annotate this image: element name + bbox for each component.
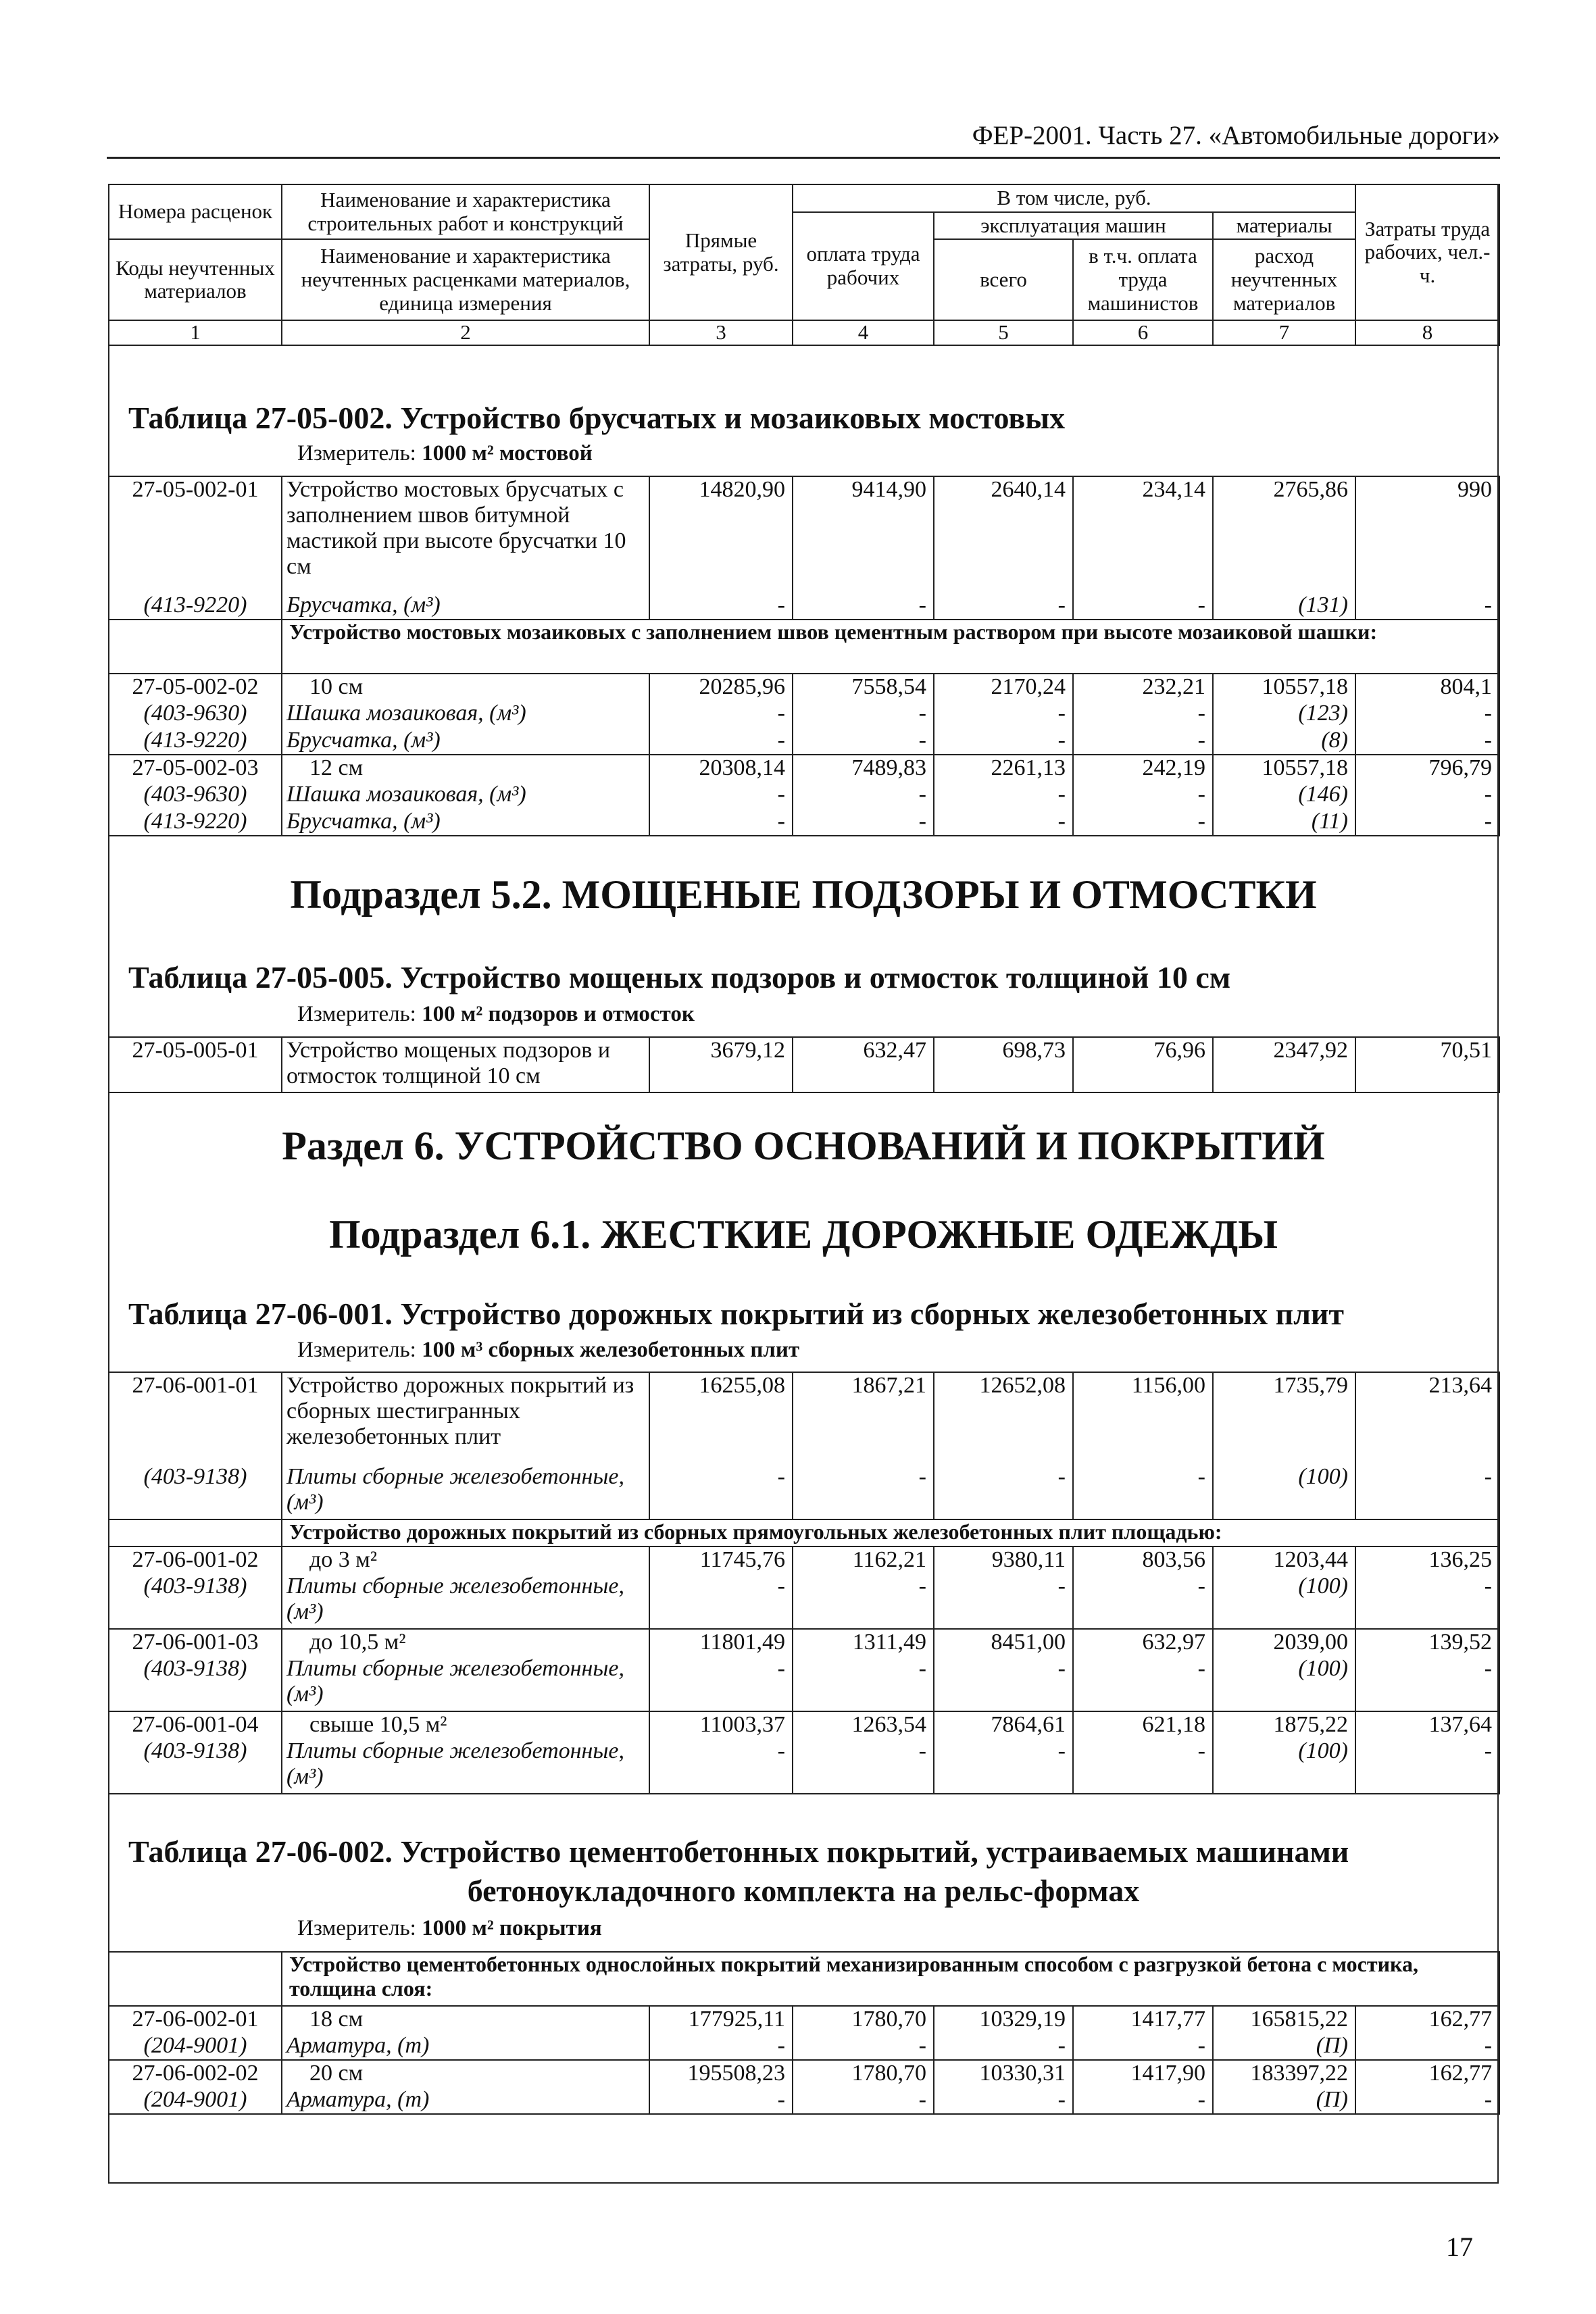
dash: - — [934, 2033, 1073, 2060]
materials: 1203,44 — [1213, 1546, 1355, 1574]
table-row — [109, 1629, 1499, 1656]
header-materials: материалы — [1213, 212, 1355, 240]
labor-hours: 804,1 — [1355, 674, 1499, 701]
dash: - — [1073, 782, 1213, 809]
table-title: Таблица 27-06-001. Устройство дорожных покрытий из сборных железобетонных плит — [128, 1297, 1345, 1331]
subgroup-title: Устройство цементобетонных однослойных покрытий механизированным способом с разгрузкой бетона с мостика, толщина слоя: — [282, 1952, 1499, 2006]
direct-costs: 20285,96 — [649, 674, 793, 701]
direct-costs: 14820,90 — [649, 476, 793, 593]
table-title: Таблица 27-06-002. Устройство цементобетонных покрытий, устраиваемых машинами — [128, 1834, 1349, 1869]
material-row — [109, 1738, 1499, 1794]
rate-code: 27-05-002-03 — [109, 755, 282, 782]
material-code: (413-9220) — [109, 809, 282, 836]
unit-value: 100 м² подзоров и отмосток — [422, 1002, 695, 1026]
labor-hours: 139,52 — [1355, 1629, 1499, 1656]
material-code: (413-9220) — [109, 593, 282, 620]
dash: - — [793, 593, 934, 620]
dash: - — [934, 1656, 1073, 1711]
dash: - — [1073, 2033, 1213, 2060]
dash: - — [934, 809, 1073, 836]
material-code: (403-9630) — [109, 701, 282, 728]
direct-costs: 11745,76 — [649, 1546, 793, 1574]
material-name: Арматура, (т) — [282, 2033, 649, 2060]
dash: - — [1355, 782, 1499, 809]
material-consumption: (П) — [1213, 2087, 1355, 2114]
table-27-06-001 — [108, 1372, 1500, 1794]
work-name: до 10,5 м² — [282, 1629, 649, 1656]
page-number: 17 — [1446, 2232, 1473, 2262]
work-name: до 3 м² — [282, 1546, 649, 1574]
material-row — [109, 1656, 1499, 1711]
unit-measure — [297, 1916, 602, 1941]
dash: - — [793, 1464, 934, 1519]
rate-code: 27-06-002-01 — [109, 2006, 282, 2033]
header-num: 4 — [793, 320, 934, 345]
material-name: Плиты сборные железобетонные, (м³) — [282, 1574, 649, 1629]
table-row — [109, 1372, 1499, 1464]
dash: - — [649, 701, 793, 728]
work-name: 18 см — [282, 2006, 649, 2033]
dash: - — [1355, 809, 1499, 836]
direct-costs: 195508,23 — [649, 2060, 793, 2087]
dash: - — [1073, 809, 1213, 836]
materials: 2039,00 — [1213, 1629, 1355, 1656]
column-header-table — [108, 184, 1500, 346]
labor-pay: 7489,83 — [793, 755, 934, 782]
running-head: ФЕР-2001. Часть 27. «Автомобильные дороги» — [972, 121, 1500, 150]
machines-total: 9380,11 — [934, 1546, 1073, 1574]
table-title-line2: бетоноукладочного комплекта на рельс-формах — [467, 1873, 1140, 1908]
dash: - — [793, 1738, 934, 1794]
header-including: В том числе, руб. — [793, 184, 1355, 212]
header-col1-top: Номера расценок — [109, 184, 282, 239]
material-name: Брусчатка, (м³) — [282, 593, 649, 620]
machines-labor: 76,96 — [1073, 1037, 1213, 1092]
material-consumption: (8) — [1213, 728, 1355, 755]
machines-labor: 1417,90 — [1073, 2060, 1213, 2087]
labor-pay: 1867,21 — [793, 1372, 934, 1464]
rate-code: 27-06-001-04 — [109, 1711, 282, 1738]
header-num: 7 — [1213, 320, 1355, 345]
materials: 10557,18 — [1213, 674, 1355, 701]
machines-labor: 234,14 — [1073, 476, 1213, 593]
table-row — [109, 1546, 1499, 1574]
material-row — [109, 2033, 1499, 2060]
material-code: (403-9138) — [109, 1738, 282, 1794]
header-labor-cost: Затраты труда рабочих, чел.-ч. — [1355, 184, 1499, 320]
machines-total: 698,73 — [934, 1037, 1073, 1092]
material-name: Брусчатка, (м³) — [282, 809, 649, 836]
work-name: 20 см — [282, 2060, 649, 2087]
work-name: свыше 10,5 м² — [282, 1711, 649, 1738]
labor-pay: 1311,49 — [793, 1629, 934, 1656]
material-name: Шашка мозаиковая, (м³) — [282, 782, 649, 809]
direct-costs: 3679,12 — [649, 1037, 793, 1092]
work-name: 10 см — [282, 674, 649, 701]
material-code: (204-9001) — [109, 2033, 282, 2060]
dash: - — [649, 809, 793, 836]
dash: - — [934, 728, 1073, 755]
dash: - — [1073, 2087, 1213, 2114]
dash: - — [1355, 2033, 1499, 2060]
material-code: (403-9138) — [109, 1656, 282, 1711]
material-consumption: (11) — [1213, 809, 1355, 836]
unit-measure — [297, 1002, 695, 1027]
dash: - — [934, 2087, 1073, 2114]
unit-prefix: Измеритель: — [297, 1002, 416, 1026]
subgroup-row — [109, 1519, 1499, 1546]
material-consumption: (123) — [1213, 701, 1355, 728]
header-num: 5 — [934, 320, 1073, 345]
unit-prefix: Измеритель: — [297, 1916, 416, 1940]
materials: 183397,22 — [1213, 2060, 1355, 2087]
machines-total: 2261,13 — [934, 755, 1073, 782]
header-num: 8 — [1355, 320, 1499, 345]
dash: - — [1355, 1656, 1499, 1711]
unit-measure — [297, 441, 593, 466]
dash: - — [1073, 1738, 1213, 1794]
machines-labor: 242,19 — [1073, 755, 1213, 782]
dash: - — [793, 2033, 934, 2060]
dash: - — [793, 701, 934, 728]
materials: 1735,79 — [1213, 1372, 1355, 1464]
direct-costs: 11003,37 — [649, 1711, 793, 1738]
dash: - — [649, 782, 793, 809]
unit-value: 1000 м² мостовой — [422, 441, 593, 466]
unit-prefix: Измеритель: — [297, 1338, 416, 1362]
material-consumption: (П) — [1213, 2033, 1355, 2060]
dash: - — [1073, 701, 1213, 728]
header-machines-labor: в т.ч. оплата труда машинистов — [1073, 239, 1213, 320]
material-row — [109, 701, 1499, 728]
material-row — [109, 593, 1499, 620]
dash: - — [649, 593, 793, 620]
material-consumption: (100) — [1213, 1464, 1355, 1519]
machines-labor: 1417,77 — [1073, 2006, 1213, 2033]
section-title: Раздел 6. УСТРОЙСТВО ОСНОВАНИЙ И ПОКРЫТИЙ — [282, 1124, 1325, 1168]
machines-labor: 632,97 — [1073, 1629, 1213, 1656]
dash: - — [1073, 1464, 1213, 1519]
table-row — [109, 2060, 1499, 2087]
machines-total: 2640,14 — [934, 476, 1073, 593]
labor-hours: 162,77 — [1355, 2060, 1499, 2087]
header-col2-bottom: Наименование и характеристика неучтенных расценками материалов, единица измерения — [282, 239, 649, 320]
dash: - — [1355, 1738, 1499, 1794]
labor-hours: 213,64 — [1355, 1372, 1499, 1464]
material-consumption: (131) — [1213, 593, 1355, 620]
direct-costs: 177925,11 — [649, 2006, 793, 2033]
table-27-06-002 — [108, 1951, 1500, 2115]
table-row — [109, 674, 1499, 701]
work-name: 12 см — [282, 755, 649, 782]
work-name: Устройство мостовых брусчатых с заполнением швов битумной мастикой при высоте брусчатки 10 см — [282, 476, 649, 593]
header-labor-pay: оплата труда рабочих — [793, 212, 934, 321]
labor-hours: 137,64 — [1355, 1711, 1499, 1738]
material-row — [109, 1574, 1499, 1629]
subgroup-row — [109, 620, 1499, 674]
material-consumption: (146) — [1213, 782, 1355, 809]
material-name: Плиты сборные железобетонные, (м³) — [282, 1464, 649, 1519]
labor-pay: 1780,70 — [793, 2006, 934, 2033]
machines-total: 7864,61 — [934, 1711, 1073, 1738]
subgroup-row — [109, 1952, 1499, 2006]
dash: - — [649, 728, 793, 755]
dash: - — [934, 782, 1073, 809]
material-code: (403-9630) — [109, 782, 282, 809]
material-name: Плиты сборные железобетонные, (м³) — [282, 1738, 649, 1794]
labor-pay: 1162,21 — [793, 1546, 934, 1574]
dash: - — [793, 782, 934, 809]
dash: - — [1355, 1464, 1499, 1519]
dash: - — [793, 809, 934, 836]
table-row — [109, 476, 1499, 593]
machines-labor: 232,21 — [1073, 674, 1213, 701]
machines-labor: 803,56 — [1073, 1546, 1213, 1574]
material-consumption: (100) — [1213, 1656, 1355, 1711]
table-row — [109, 1711, 1499, 1738]
table-title: Таблица 27-05-005. Устройство мощеных подзоров и отмосток толщиной 10 см — [128, 960, 1231, 995]
material-row — [109, 728, 1499, 755]
rate-code: 27-05-005-01 — [109, 1037, 282, 1092]
subgroup-title: Устройство мостовых мозаиковых с заполнением швов цементным раствором при высоте мозаиковой шашки: — [282, 620, 1499, 674]
dash: - — [1355, 593, 1499, 620]
labor-hours: 162,77 — [1355, 2006, 1499, 2033]
subsection-title: Подраздел 5.2. МОЩЕНЫЕ ПОДЗОРЫ И ОТМОСТКИ — [290, 872, 1317, 917]
materials: 2347,92 — [1213, 1037, 1355, 1092]
header-machines-total: всего — [934, 239, 1073, 320]
rate-code: 27-06-001-02 — [109, 1546, 282, 1574]
dash: - — [934, 1738, 1073, 1794]
dash: - — [649, 2087, 793, 2114]
labor-pay: 9414,90 — [793, 476, 934, 593]
material-code: (403-9138) — [109, 1464, 282, 1519]
rate-code: 27-06-001-01 — [109, 1372, 282, 1464]
machines-total: 8451,00 — [934, 1629, 1073, 1656]
machines-labor: 621,18 — [1073, 1711, 1213, 1738]
header-machines: эксплуатация машин — [934, 212, 1213, 240]
material-name: Шашка мозаиковая, (м³) — [282, 701, 649, 728]
labor-hours: 70,51 — [1355, 1037, 1499, 1092]
material-row — [109, 2087, 1499, 2114]
header-col2-top: Наименование и характеристика строительных работ и конструкций — [282, 184, 649, 239]
dash: - — [793, 728, 934, 755]
dash: - — [934, 1574, 1073, 1629]
labor-hours: 990 — [1355, 476, 1499, 593]
material-code: (204-9001) — [109, 2087, 282, 2114]
machines-total: 10330,31 — [934, 2060, 1073, 2087]
table-row — [109, 1037, 1499, 1092]
dash: - — [649, 2033, 793, 2060]
dash: - — [934, 1464, 1073, 1519]
rate-code: 27-05-002-01 — [109, 476, 282, 593]
materials: 2765,86 — [1213, 476, 1355, 593]
table-27-05-005 — [108, 1036, 1500, 1093]
header-materials-unacc: расход неучтенных материалов — [1213, 239, 1355, 320]
dash: - — [649, 1738, 793, 1794]
header-num: 1 — [109, 320, 282, 345]
material-consumption: (100) — [1213, 1574, 1355, 1629]
table-27-05-002 — [108, 476, 1500, 836]
labor-pay: 1780,70 — [793, 2060, 934, 2087]
dash: - — [1073, 593, 1213, 620]
dash: - — [1355, 701, 1499, 728]
material-row — [109, 782, 1499, 809]
dash: - — [1073, 1656, 1213, 1711]
unit-prefix: Измеритель: — [297, 441, 416, 466]
dash: - — [934, 593, 1073, 620]
material-name: Плиты сборные железобетонные, (м³) — [282, 1656, 649, 1711]
material-code: (413-9220) — [109, 728, 282, 755]
dash: - — [1073, 728, 1213, 755]
dash: - — [649, 1574, 793, 1629]
unit-value: 100 м³ сборных железобетонных плит — [422, 1338, 800, 1362]
table-row — [109, 2006, 1499, 2033]
header-num: 2 — [282, 320, 649, 345]
subgroup-title: Устройство дорожных покрытий из сборных прямоугольных железобетонных плит площадью: — [282, 1519, 1499, 1546]
labor-pay: 1263,54 — [793, 1711, 934, 1738]
work-name: Устройство мощеных подзоров и отмосток толщиной 10 см — [282, 1037, 649, 1092]
dash: - — [1355, 1574, 1499, 1629]
rate-code: 27-05-002-02 — [109, 674, 282, 701]
materials: 1875,22 — [1213, 1711, 1355, 1738]
direct-costs: 20308,14 — [649, 755, 793, 782]
table-title: Таблица 27-05-002. Устройство брусчатых и мозаиковых мостовых — [128, 401, 1066, 435]
labor-hours: 796,79 — [1355, 755, 1499, 782]
direct-costs: 16255,08 — [649, 1372, 793, 1464]
machines-total: 10329,19 — [934, 2006, 1073, 2033]
dash: - — [1073, 1574, 1213, 1629]
table-row — [109, 755, 1499, 782]
machines-labor: 1156,00 — [1073, 1372, 1213, 1464]
rate-code: 27-06-002-02 — [109, 2060, 282, 2087]
unit-value: 1000 м² покрытия — [422, 1916, 602, 1940]
dash: - — [793, 1574, 934, 1629]
materials: 165815,22 — [1213, 2006, 1355, 2033]
material-name: Арматура, (т) — [282, 2087, 649, 2114]
machines-total: 12652,08 — [934, 1372, 1073, 1464]
work-name: Устройство дорожных покрытий из сборных шестигранных железобетонных плит — [282, 1372, 649, 1464]
rate-code: 27-06-001-03 — [109, 1629, 282, 1656]
dash: - — [1355, 728, 1499, 755]
material-name: Брусчатка, (м³) — [282, 728, 649, 755]
direct-costs: 11801,49 — [649, 1629, 793, 1656]
dash: - — [793, 1656, 934, 1711]
material-row — [109, 809, 1499, 836]
header-direct-costs: Прямые затраты, руб. — [649, 184, 793, 320]
header-rule — [107, 157, 1500, 159]
header-num: 3 — [649, 320, 793, 345]
machines-total: 2170,24 — [934, 674, 1073, 701]
dash: - — [793, 2087, 934, 2114]
labor-hours: 136,25 — [1355, 1546, 1499, 1574]
material-consumption: (100) — [1213, 1738, 1355, 1794]
material-code: (403-9138) — [109, 1574, 282, 1629]
labor-pay: 632,47 — [793, 1037, 934, 1092]
dash: - — [649, 1464, 793, 1519]
material-row — [109, 1464, 1499, 1519]
dash: - — [934, 701, 1073, 728]
materials: 10557,18 — [1213, 755, 1355, 782]
dash: - — [1355, 2087, 1499, 2114]
dash: - — [649, 1656, 793, 1711]
header-num: 6 — [1073, 320, 1213, 345]
unit-measure — [297, 1338, 799, 1363]
subsection-title: Подраздел 6.1. ЖЕСТКИЕ ДОРОЖНЫЕ ОДЕЖДЫ — [328, 1212, 1278, 1257]
header-col1-bottom: Коды неучтенных материалов — [109, 239, 282, 320]
labor-pay: 7558,54 — [793, 674, 934, 701]
